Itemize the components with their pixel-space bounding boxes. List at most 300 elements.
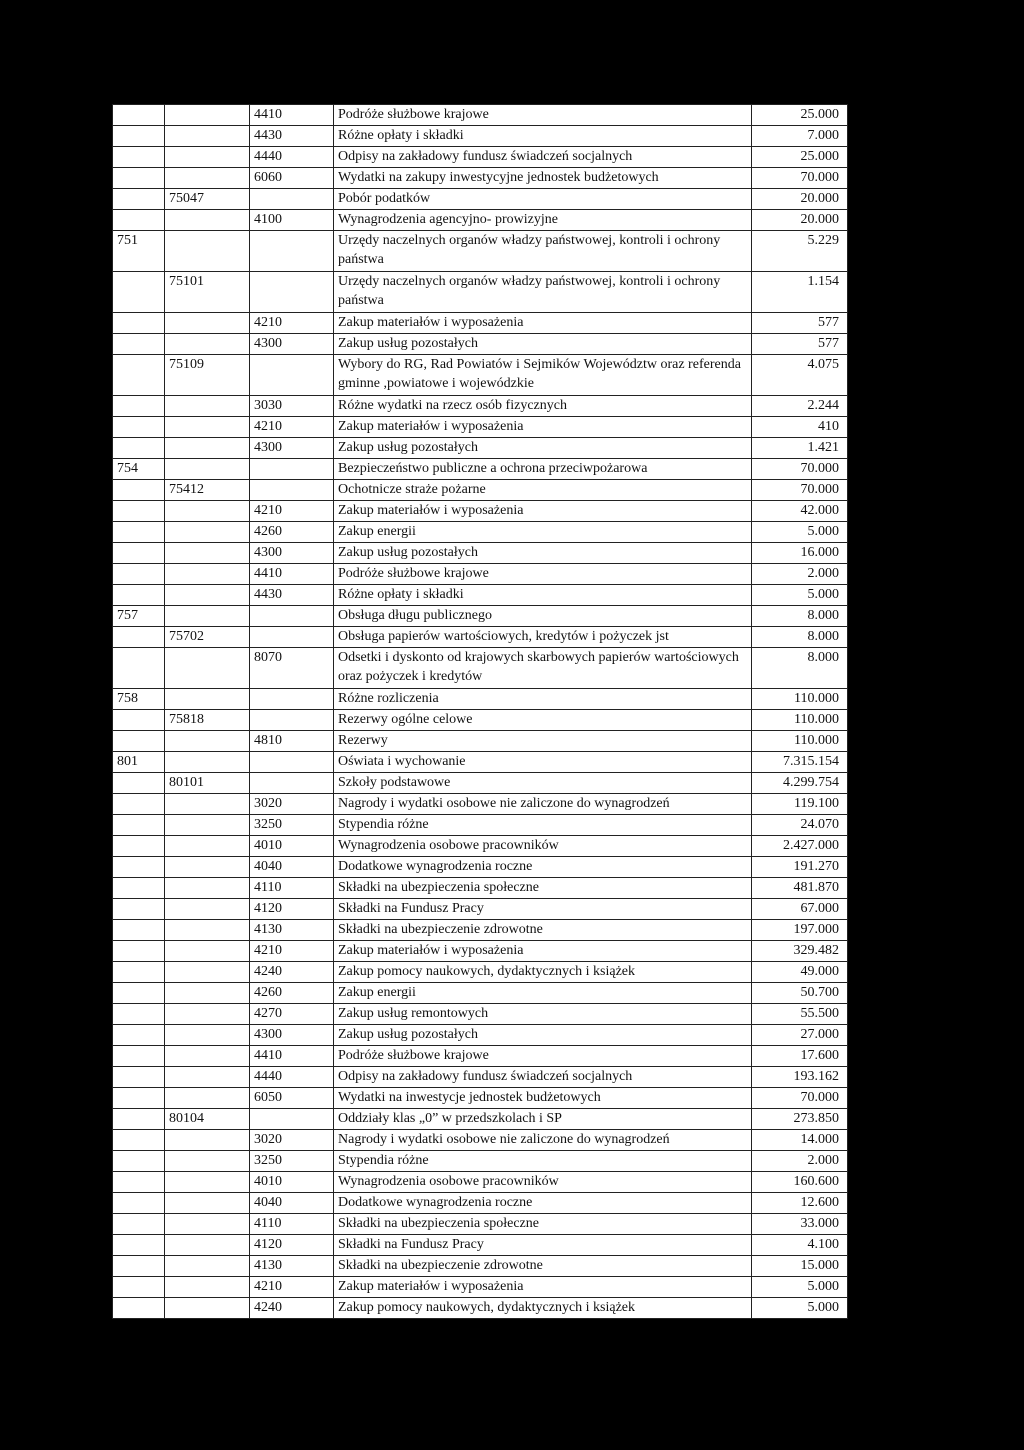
description-cell: Wydatki na inwestycje jednostek budżetowych (334, 1088, 752, 1109)
table-row (113, 878, 848, 899)
table-row (113, 1067, 848, 1088)
section-cell (113, 272, 165, 313)
paragraph-cell: 4010 (250, 1172, 334, 1193)
amount-cell: 49.000 (752, 962, 848, 983)
amount-cell: 70.000 (752, 459, 848, 480)
amount-cell: 7.315.154 (752, 752, 848, 773)
paragraph-cell: 8070 (250, 648, 334, 689)
description-cell: Zakup materiałów i wyposażenia (334, 417, 752, 438)
paragraph-cell: 4410 (250, 564, 334, 585)
chapter-cell (165, 543, 250, 564)
chapter-cell (165, 1298, 250, 1319)
chapter-cell (165, 210, 250, 231)
chapter-cell (165, 606, 250, 627)
description-cell: Oświata i wychowanie (334, 752, 752, 773)
paragraph-cell: 4110 (250, 878, 334, 899)
section-cell (113, 355, 165, 396)
chapter-cell: 75702 (165, 627, 250, 648)
table-row (113, 773, 848, 794)
chapter-cell: 80104 (165, 1109, 250, 1130)
paragraph-cell (250, 480, 334, 501)
section-cell (113, 585, 165, 606)
paragraph-cell: 3020 (250, 794, 334, 815)
chapter-cell (165, 1025, 250, 1046)
chapter-cell (165, 501, 250, 522)
section-cell (113, 1172, 165, 1193)
section-cell (113, 1109, 165, 1130)
amount-cell: 25.000 (752, 105, 848, 126)
chapter-cell (165, 752, 250, 773)
budget-document (112, 104, 847, 1319)
table-row (113, 355, 848, 396)
table-row (113, 417, 848, 438)
description-cell: Nagrody i wydatki osobowe nie zaliczone do wynagrodzeń (334, 1130, 752, 1151)
chapter-cell (165, 815, 250, 836)
section-cell (113, 878, 165, 899)
amount-cell: 191.270 (752, 857, 848, 878)
paragraph-cell: 3020 (250, 1130, 334, 1151)
amount-cell: 4.299.754 (752, 773, 848, 794)
table-row (113, 941, 848, 962)
amount-cell: 5.229 (752, 231, 848, 272)
paragraph-cell: 4300 (250, 438, 334, 459)
section-cell (113, 962, 165, 983)
table-row (113, 836, 848, 857)
amount-cell: 50.700 (752, 983, 848, 1004)
chapter-cell (165, 1214, 250, 1235)
chapter-cell (165, 731, 250, 752)
chapter-cell (165, 168, 250, 189)
chapter-cell (165, 147, 250, 168)
description-cell: Podróże służbowe krajowe (334, 1046, 752, 1067)
section-cell (113, 1025, 165, 1046)
description-cell: Ochotnicze straże pożarne (334, 480, 752, 501)
table-row (113, 1298, 848, 1319)
paragraph-cell (250, 459, 334, 480)
section-cell: 758 (113, 689, 165, 710)
amount-cell: 70.000 (752, 168, 848, 189)
chapter-cell (165, 1151, 250, 1172)
paragraph-cell: 4130 (250, 920, 334, 941)
chapter-cell (165, 126, 250, 147)
table-row (113, 1088, 848, 1109)
description-cell: Rezerwy ogólne celowe (334, 710, 752, 731)
amount-cell: 27.000 (752, 1025, 848, 1046)
section-cell (113, 417, 165, 438)
description-cell: Różne wydatki na rzecz osób fizycznych (334, 396, 752, 417)
paragraph-cell (250, 689, 334, 710)
amount-cell: 5.000 (752, 1277, 848, 1298)
section-cell (113, 731, 165, 752)
table-row (113, 1235, 848, 1256)
chapter-cell (165, 962, 250, 983)
chapter-cell (165, 1193, 250, 1214)
amount-cell: 2.427.000 (752, 836, 848, 857)
description-cell: Zakup pomocy naukowych, dydaktycznych i książek (334, 1298, 752, 1319)
description-cell: Nagrody i wydatki osobowe nie zaliczone do wynagrodzeń (334, 794, 752, 815)
description-cell: Składki na ubezpieczenie zdrowotne (334, 1256, 752, 1277)
description-cell: Zakup usług remontowych (334, 1004, 752, 1025)
chapter-cell: 75047 (165, 189, 250, 210)
section-cell (113, 543, 165, 564)
amount-cell: 197.000 (752, 920, 848, 941)
chapter-cell (165, 1172, 250, 1193)
table-row (113, 396, 848, 417)
amount-cell: 329.482 (752, 941, 848, 962)
paragraph-cell: 4410 (250, 105, 334, 126)
chapter-cell (165, 1088, 250, 1109)
amount-cell: 1.421 (752, 438, 848, 459)
amount-cell: 193.162 (752, 1067, 848, 1088)
table-row (113, 501, 848, 522)
chapter-cell (165, 794, 250, 815)
table-row (113, 105, 848, 126)
paragraph-cell: 4300 (250, 543, 334, 564)
table-row (113, 313, 848, 334)
amount-cell: 4.100 (752, 1235, 848, 1256)
chapter-cell (165, 231, 250, 272)
section-cell (113, 522, 165, 543)
description-cell: Odpisy na zakładowy fundusz świadczeń socjalnych (334, 147, 752, 168)
table-row (113, 710, 848, 731)
chapter-cell (165, 1277, 250, 1298)
paragraph-cell: 3030 (250, 396, 334, 417)
chapter-cell (165, 459, 250, 480)
table-row (113, 564, 848, 585)
amount-cell: 410 (752, 417, 848, 438)
amount-cell: 119.100 (752, 794, 848, 815)
description-cell: Stypendia różne (334, 815, 752, 836)
table-row (113, 438, 848, 459)
paragraph-cell: 4130 (250, 1256, 334, 1277)
section-cell (113, 396, 165, 417)
chapter-cell (165, 1235, 250, 1256)
amount-cell: 8.000 (752, 606, 848, 627)
amount-cell: 12.600 (752, 1193, 848, 1214)
chapter-cell (165, 878, 250, 899)
table-row (113, 606, 848, 627)
table-row (113, 1130, 848, 1151)
chapter-cell: 75109 (165, 355, 250, 396)
amount-cell: 5.000 (752, 585, 848, 606)
section-cell (113, 564, 165, 585)
chapter-cell (165, 857, 250, 878)
paragraph-cell (250, 752, 334, 773)
section-cell (113, 648, 165, 689)
section-cell (113, 126, 165, 147)
amount-cell: 1.154 (752, 272, 848, 313)
table-row (113, 752, 848, 773)
description-cell: Bezpieczeństwo publiczne a ochrona przeciwpożarowa (334, 459, 752, 480)
description-cell: Wynagrodzenia osobowe pracowników (334, 836, 752, 857)
section-cell (113, 1151, 165, 1172)
section-cell (113, 168, 165, 189)
description-cell: Zakup materiałów i wyposażenia (334, 313, 752, 334)
amount-cell: 2.000 (752, 564, 848, 585)
chapter-cell: 75412 (165, 480, 250, 501)
chapter-cell (165, 1256, 250, 1277)
description-cell: Zakup energii (334, 983, 752, 1004)
description-cell: Różne rozliczenia (334, 689, 752, 710)
amount-cell: 24.070 (752, 815, 848, 836)
paragraph-cell: 4430 (250, 126, 334, 147)
table-row (113, 459, 848, 480)
paragraph-cell: 4240 (250, 962, 334, 983)
table-row (113, 480, 848, 501)
section-cell (113, 1004, 165, 1025)
section-cell (113, 1130, 165, 1151)
description-cell: Pobór podatków (334, 189, 752, 210)
chapter-cell (165, 983, 250, 1004)
chapter-cell (165, 313, 250, 334)
section-cell (113, 334, 165, 355)
paragraph-cell: 4210 (250, 501, 334, 522)
paragraph-cell: 4260 (250, 522, 334, 543)
amount-cell: 20.000 (752, 189, 848, 210)
table-row (113, 1046, 848, 1067)
section-cell (113, 438, 165, 459)
table-row (113, 585, 848, 606)
description-cell: Zakup usług pozostałych (334, 543, 752, 564)
description-cell: Wydatki na zakupy inwestycyjne jednostek budżetowych (334, 168, 752, 189)
description-cell: Odsetki i dyskonto od krajowych skarbowych papierów wartościowych oraz pożyczek i kredytów (334, 648, 752, 689)
paragraph-cell (250, 272, 334, 313)
table-row (113, 648, 848, 689)
chapter-cell (165, 585, 250, 606)
description-cell: Urzędy naczelnych organów władzy państwowej, kontroli i ochrony państwa (334, 272, 752, 313)
section-cell (113, 1193, 165, 1214)
description-cell: Podróże służbowe krajowe (334, 564, 752, 585)
chapter-cell (165, 1046, 250, 1067)
chapter-cell: 75101 (165, 272, 250, 313)
amount-cell: 14.000 (752, 1130, 848, 1151)
amount-cell: 577 (752, 313, 848, 334)
section-cell (113, 815, 165, 836)
chapter-cell (165, 1004, 250, 1025)
table-row (113, 1172, 848, 1193)
chapter-cell (165, 396, 250, 417)
description-cell: Dodatkowe wynagrodzenia roczne (334, 1193, 752, 1214)
section-cell (113, 710, 165, 731)
paragraph-cell: 3250 (250, 815, 334, 836)
amount-cell: 8.000 (752, 627, 848, 648)
section-cell (113, 1235, 165, 1256)
paragraph-cell: 4120 (250, 1235, 334, 1256)
amount-cell: 15.000 (752, 1256, 848, 1277)
paragraph-cell: 4010 (250, 836, 334, 857)
section-cell (113, 1277, 165, 1298)
paragraph-cell: 4300 (250, 1025, 334, 1046)
section-cell (113, 1088, 165, 1109)
table-row (113, 1109, 848, 1130)
amount-cell: 67.000 (752, 899, 848, 920)
amount-cell: 33.000 (752, 1214, 848, 1235)
amount-cell: 481.870 (752, 878, 848, 899)
description-cell: Obsługa papierów wartościowych, kredytów i pożyczek jst (334, 627, 752, 648)
description-cell: Różne opłaty i składki (334, 585, 752, 606)
amount-cell: 2.000 (752, 1151, 848, 1172)
paragraph-cell (250, 231, 334, 272)
table-row (113, 1256, 848, 1277)
table-row (113, 334, 848, 355)
amount-cell: 5.000 (752, 522, 848, 543)
description-cell: Zakup usług pozostałych (334, 1025, 752, 1046)
chapter-cell (165, 1067, 250, 1088)
table-row (113, 189, 848, 210)
section-cell (113, 1067, 165, 1088)
table-row (113, 210, 848, 231)
description-cell: Podróże służbowe krajowe (334, 105, 752, 126)
paragraph-cell: 6060 (250, 168, 334, 189)
paragraph-cell: 4210 (250, 417, 334, 438)
chapter-cell: 80101 (165, 773, 250, 794)
section-cell (113, 147, 165, 168)
table-row (113, 1004, 848, 1025)
amount-cell: 70.000 (752, 480, 848, 501)
table-row (113, 1151, 848, 1172)
amount-cell: 8.000 (752, 648, 848, 689)
paragraph-cell (250, 773, 334, 794)
section-cell (113, 836, 165, 857)
section-cell: 801 (113, 752, 165, 773)
table-row (113, 231, 848, 272)
description-cell: Składki na ubezpieczenia społeczne (334, 1214, 752, 1235)
amount-cell: 110.000 (752, 689, 848, 710)
description-cell: Wynagrodzenia agencyjno- prowizyjne (334, 210, 752, 231)
section-cell (113, 1256, 165, 1277)
table-row (113, 272, 848, 313)
chapter-cell (165, 564, 250, 585)
description-cell: Zakup materiałów i wyposażenia (334, 501, 752, 522)
description-cell: Składki na Fundusz Pracy (334, 1235, 752, 1256)
section-cell (113, 480, 165, 501)
paragraph-cell (250, 355, 334, 396)
chapter-cell (165, 438, 250, 459)
description-cell: Urzędy naczelnych organów władzy państwowej, kontroli i ochrony państwa (334, 231, 752, 272)
amount-cell: 5.000 (752, 1298, 848, 1319)
description-cell: Rezerwy (334, 731, 752, 752)
table-row (113, 543, 848, 564)
table-row (113, 731, 848, 752)
paragraph-cell (250, 1109, 334, 1130)
description-cell: Różne opłaty i składki (334, 126, 752, 147)
paragraph-cell: 4210 (250, 941, 334, 962)
chapter-cell (165, 836, 250, 857)
paragraph-cell: 6050 (250, 1088, 334, 1109)
chapter-cell (165, 1130, 250, 1151)
table-row (113, 1193, 848, 1214)
table-row (113, 689, 848, 710)
paragraph-cell: 4430 (250, 585, 334, 606)
amount-cell: 160.600 (752, 1172, 848, 1193)
description-cell: Składki na ubezpieczenia społeczne (334, 878, 752, 899)
section-cell: 751 (113, 231, 165, 272)
paragraph-cell: 3250 (250, 1151, 334, 1172)
description-cell: Składki na ubezpieczenie zdrowotne (334, 920, 752, 941)
description-cell: Zakup materiałów i wyposażenia (334, 941, 752, 962)
table-row (113, 147, 848, 168)
table-row (113, 794, 848, 815)
paragraph-cell (250, 189, 334, 210)
table-row (113, 522, 848, 543)
chapter-cell (165, 899, 250, 920)
chapter-cell (165, 105, 250, 126)
section-cell (113, 941, 165, 962)
description-cell: Obsługa długu publicznego (334, 606, 752, 627)
section-cell (113, 983, 165, 1004)
chapter-cell (165, 648, 250, 689)
description-cell: Dodatkowe wynagrodzenia roczne (334, 857, 752, 878)
paragraph-cell (250, 710, 334, 731)
table-row (113, 899, 848, 920)
table-row (113, 962, 848, 983)
section-cell (113, 899, 165, 920)
description-cell: Stypendia różne (334, 1151, 752, 1172)
amount-cell: 110.000 (752, 731, 848, 752)
chapter-cell (165, 941, 250, 962)
section-cell (113, 189, 165, 210)
amount-cell: 577 (752, 334, 848, 355)
section-cell (113, 210, 165, 231)
chapter-cell (165, 920, 250, 941)
section-cell (113, 773, 165, 794)
description-cell: Szkoły podstawowe (334, 773, 752, 794)
description-cell: Zakup usług pozostałych (334, 334, 752, 355)
table-row (113, 1214, 848, 1235)
paragraph-cell: 4120 (250, 899, 334, 920)
chapter-cell: 75818 (165, 710, 250, 731)
section-cell: 757 (113, 606, 165, 627)
amount-cell: 55.500 (752, 1004, 848, 1025)
paragraph-cell: 4210 (250, 313, 334, 334)
amount-cell: 17.600 (752, 1046, 848, 1067)
table-row (113, 627, 848, 648)
section-cell (113, 1298, 165, 1319)
amount-cell: 7.000 (752, 126, 848, 147)
section-cell (113, 627, 165, 648)
chapter-cell (165, 334, 250, 355)
description-cell: Składki na Fundusz Pracy (334, 899, 752, 920)
paragraph-cell (250, 627, 334, 648)
amount-cell: 16.000 (752, 543, 848, 564)
budget-table-body (113, 105, 848, 1319)
paragraph-cell: 4410 (250, 1046, 334, 1067)
paragraph-cell: 4440 (250, 147, 334, 168)
paragraph-cell: 4110 (250, 1214, 334, 1235)
amount-cell: 2.244 (752, 396, 848, 417)
table-row (113, 815, 848, 836)
section-cell: 754 (113, 459, 165, 480)
paragraph-cell: 4270 (250, 1004, 334, 1025)
description-cell: Oddziały klas „0” w przedszkolach i SP (334, 1109, 752, 1130)
section-cell (113, 105, 165, 126)
amount-cell: 25.000 (752, 147, 848, 168)
amount-cell: 4.075 (752, 355, 848, 396)
paragraph-cell (250, 606, 334, 627)
paragraph-cell: 4210 (250, 1277, 334, 1298)
table-row (113, 920, 848, 941)
section-cell (113, 794, 165, 815)
description-cell: Wynagrodzenia osobowe pracowników (334, 1172, 752, 1193)
table-row (113, 168, 848, 189)
amount-cell: 110.000 (752, 710, 848, 731)
paragraph-cell: 4240 (250, 1298, 334, 1319)
description-cell: Zakup energii (334, 522, 752, 543)
chapter-cell (165, 417, 250, 438)
paragraph-cell: 4810 (250, 731, 334, 752)
budget-table (112, 104, 848, 1319)
section-cell (113, 1046, 165, 1067)
